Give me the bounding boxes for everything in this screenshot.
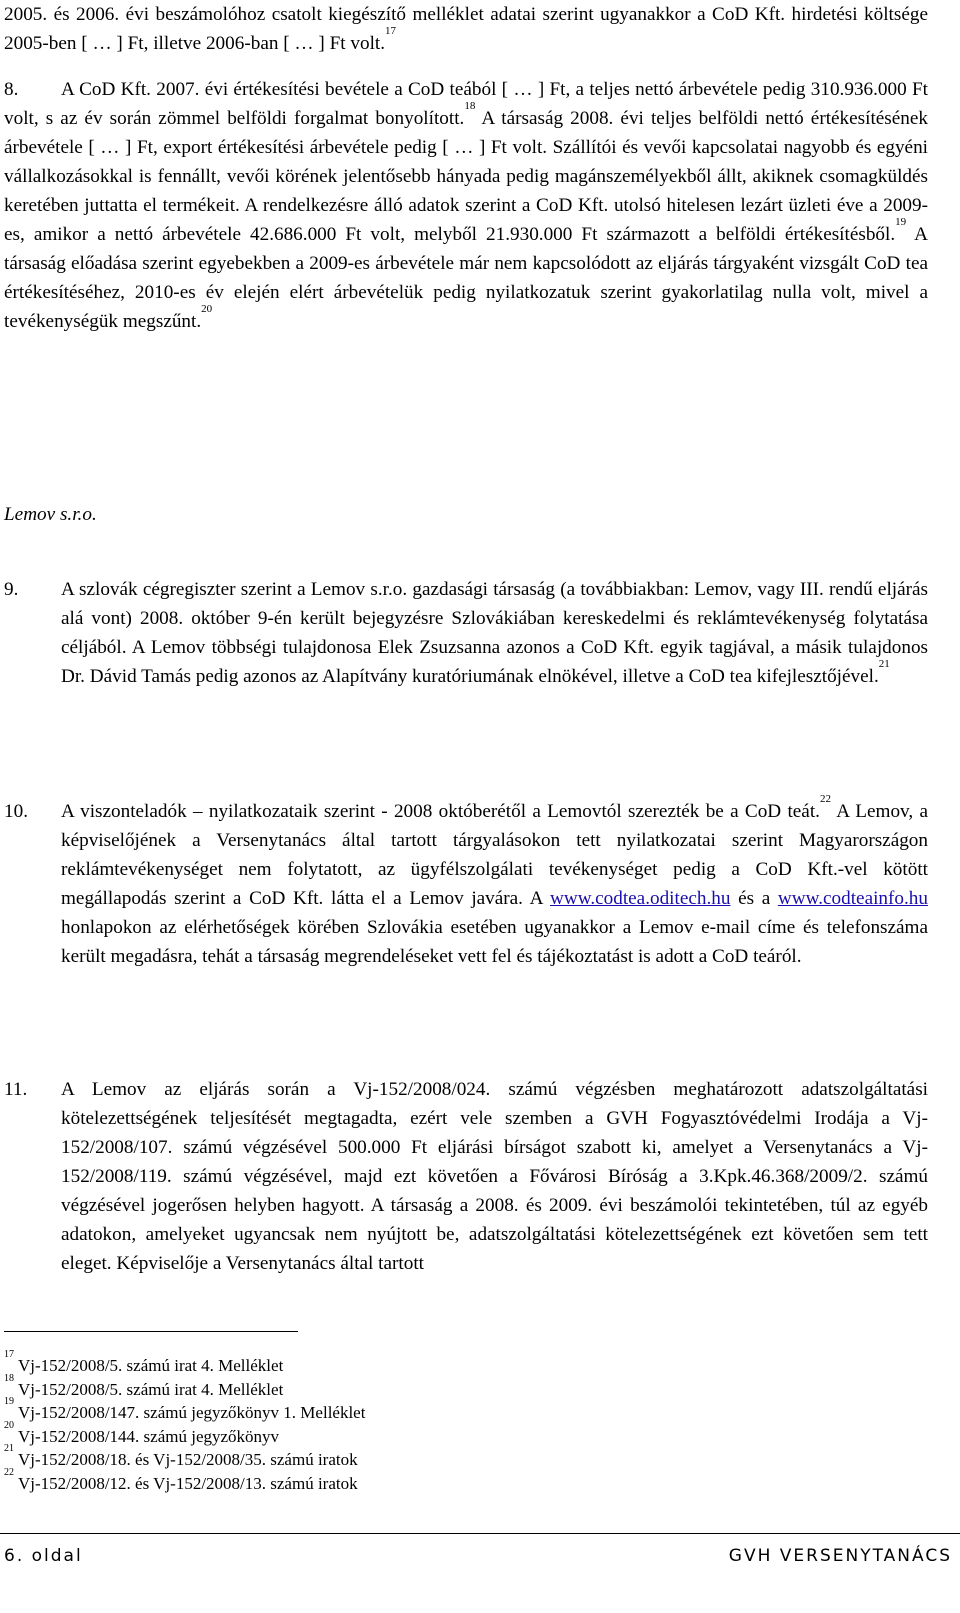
footnote-ref-19: 19: [895, 216, 907, 228]
footnote-number: 20: [4, 1419, 14, 1431]
footnote-number: 19: [4, 1396, 14, 1407]
footnote-number: 22: [4, 1466, 14, 1478]
paragraph-8: [4, 75, 928, 336]
paragraph-10-text-mid: és a: [730, 888, 778, 909]
page-footer: [0, 1546, 960, 1576]
paragraph-11-text: A Lemov az eljárás során a Vj-152/2008/024. számú végzésben meghatározott adatszolgáltatási kötelezettségének teljesítését megtagadta, ezért vele szemben a GVH Fogyasztóvédelmi Irodája a Vj-152/2008/107. számú végzésével 500.000 Ft eljárási bírságot szabott ki, amelyet a Versenytanács a Vj-152/2008/119. számú végzésével, majd ezt követően a Fővárosi Bíróság a 3.Kpk.46.368/2009/2. számú végzésével jogerősen helyben hagyott. A társaság a 2008. és 2009. évi beszámolói tekintetében, túl az egyéb adatokon, amelyeket ugyancsak nem nyújtott be, adatszolgáltatási kötelezettségének ezt követően sem tett eleget. Képviselője a Versenytanács által tartott: [61, 1079, 928, 1274]
paragraph-8-text-a: A CoD Kft. 2007. évi értékesítési bevétele a CoD teából [ … ] Ft, a teljes nettó árbevétele pedig 310.936.000 Ft volt, s az év során zömmel belföldi forgalmat bonyolított.: [4, 79, 928, 129]
footnote-ref-22: 22: [819, 793, 831, 805]
intro-text: 2005. és 2006. évi beszámolóhoz csatolt kiegészítő melléklet adatai szerint ugyanakkor a CoD Kft. hirdetési költsége 2005-ben [ … ] Ft, illetve 2006-ban [ … ] Ft volt.: [4, 4, 928, 54]
footnote: [4, 1466, 704, 1496]
footnote: [4, 1443, 704, 1472]
footnote-text: Vj-152/2008/5. számú irat 4. Melléklet: [17, 1379, 284, 1399]
paragraph-number: 10.: [4, 801, 28, 822]
paragraph-8-text-c: A társaság előadása szerint egyebekben a 2009-es árbevétele már nem kapcsolódott az eljárás tárgyaként vizsgált CoD tea értékesítéséhez, 2010-es év elején elért árbevételük pedig nyilatkozatuk szerint gyakorlatilag nulla volt, mivel a tevékenységük megszűnt.: [4, 224, 928, 332]
paragraph-body: [4, 75, 928, 336]
footnote: [4, 1419, 704, 1449]
publisher-name: GVH VERSENYTANÁCS: [728, 1546, 952, 1566]
paragraph-11: [4, 1075, 928, 1278]
footnote-text: Vj-152/2008/144. számú jegyzőkönyv: [17, 1426, 280, 1446]
codtea-oditech-link[interactable]: www.codtea.oditech.hu: [550, 888, 731, 909]
footnote-number: 18: [4, 1372, 14, 1384]
footnote-number: 17: [4, 1349, 14, 1360]
paragraph-9-text: A szlovák cégregiszter szerint a Lemov s.r.o. gazdasági társaság (a továbbiakban: Lemov, vagy III. rendű eljárás alá vont) 2008. október 9-én került bejegyzésre Szlovákiában kereskedelmi és reklámtevékenység folytatása céljából. A Lemov többségi tulajdonosa Elek Zsuzsanna azonos a CoD Kft. egyik tagjával, a másik tulajdonos Dr. Dávid Tamás pedig azonos az Alapítvány kuratóriumának elnökével, illetve a CoD tea kifejlesztőjével.: [61, 579, 928, 687]
paragraph-number: 11.: [4, 1079, 28, 1100]
paragraph-10-text-b: A Lemov, a képviselőjének a Versenytanács által tartott tárgyalásokon tett nyilatkozatai szerint Magyarországon reklámtevékenységet nem folytatott, az ügyfélszolgálati tevékenységet pedig a CoD Kft.-vel kötött megállapodás szerint a CoD Kft. látta el a Lemov javára. A: [61, 801, 928, 909]
footnote-ref-20: 20: [201, 303, 213, 315]
paragraph-10: [4, 793, 928, 971]
paragraph-body: [61, 575, 928, 691]
paragraph-body: [61, 1075, 928, 1278]
section-heading: Lemov s.r.o.: [4, 504, 97, 525]
footer-separator: [0, 1533, 960, 1534]
footnote-text: Vj-152/2008/147. számú jegyzőkönyv 1. Melléklet: [17, 1403, 366, 1422]
paragraph-10-text-c: honlapokon az elérhetőségek körében Szlovákia esetében ugyanakkor a Lemov e-mail címe és telefonszáma került megadásra, tehát a társaság megrendeléseket vett fel és tájékoztatást is adott a CoD teáról.: [61, 917, 928, 967]
page-number: 6. oldal: [4, 1546, 83, 1566]
footnote-separator: [4, 1331, 298, 1332]
codteainfo-link[interactable]: www.codteainfo.hu: [777, 888, 928, 909]
intro-paragraph: [4, 0, 928, 58]
paragraph-8-text-b: A társaság 2008. évi teljes belföldi nettó értékesítésének árbevétele [ … ] Ft, export értékesítési árbevétele pedig [ … ] Ft volt. Szállítói és vevői kapcsolatai nagyobb és egyéni vállalkozásokkal is fennállt, vevői körének jelentősebb hányada pedig magánszemélyekből állt, akiknek csomagküldés keretében juttatta el termékeit. A rendelkezésre álló adatok szerint a CoD Kft. utolsó hitelesen lezárt üzleti éve a 2009-es, amikor a nettó árbevétele 42.686.000 Ft volt, melyből 21.930.000 Ft származott a belföldi értékesítésből.: [4, 108, 928, 245]
footnote: [4, 1372, 704, 1402]
footnote-ref-18: 18: [464, 100, 476, 112]
footnote: [4, 1349, 704, 1378]
footnote-ref-21: 21: [878, 658, 890, 670]
footnote-text: Vj-152/2008/18. és Vj-152/2008/35. számú iratok: [17, 1450, 358, 1469]
paragraph-10-text-a: A viszonteladók – nyilatkozataik szerint - 2008 októberétől a Lemovtól szerezték be a CoD teát.: [61, 801, 820, 822]
footnote-text: Vj-152/2008/12. és Vj-152/2008/13. számú iratok: [17, 1473, 358, 1493]
footnotes: [4, 1349, 704, 1495]
footnote-text: Vj-152/2008/5. számú irat 4. Melléklet: [17, 1356, 284, 1375]
footnote-ref-17: 17: [385, 25, 397, 37]
paragraph-number: 8.: [4, 79, 19, 100]
paragraph-number: 9.: [4, 579, 19, 600]
footnote: [4, 1396, 704, 1425]
footnote-number: 21: [4, 1443, 14, 1454]
paragraph-body: [61, 793, 928, 971]
paragraph-9: [4, 575, 928, 691]
